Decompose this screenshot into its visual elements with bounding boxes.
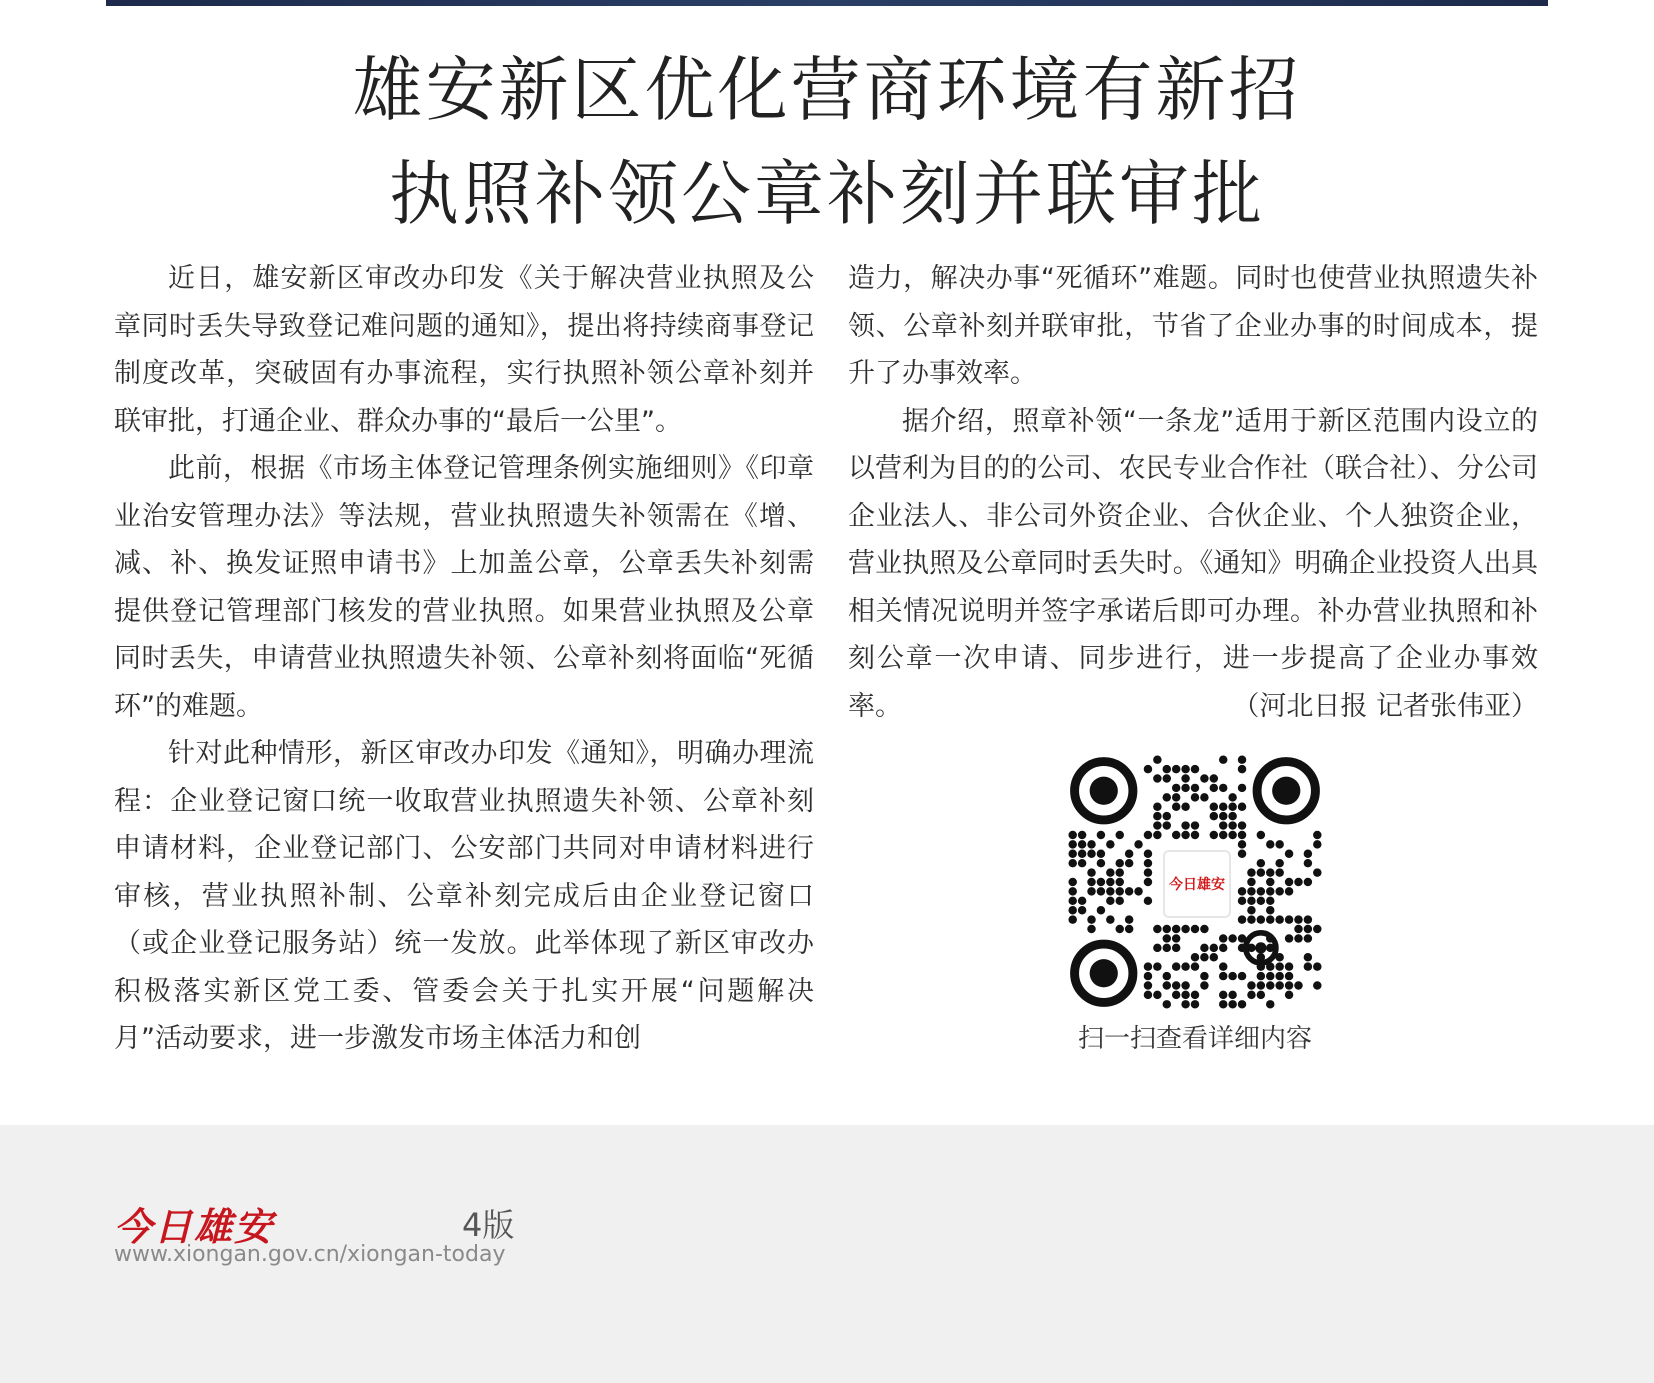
- headline-line-1: 雄安新区优化营商环境有新招: [352, 49, 1302, 131]
- paragraph-3: 针对此种情形，新区审改办印发《通知》，明确办理流程：企业登记窗口统一收取营业执照遗失补领、公章补刻申请材料，企业登记部门、公安部门共同对申请材料进行审核，营业执照补制、公章补刻完成后由企业登记窗口（或企业登记服务站）统一发放。此举体现了新区审改办积极落实新区党工委、管委会关于扎实开展“问题解决月”活动要求，进一步激发市场主体活力和创: [114, 738, 814, 1054]
- paragraph-3-continued: 造力，解决办事“死循环”难题。同时也使营业执照遗失补领、公章补刻并联审批，节省了企业办事的时间成本，提升了办事效率。: [848, 263, 1538, 389]
- footer-url-link[interactable]: www.xiongan.gov.cn/xiongan-today: [114, 1242, 506, 1267]
- paragraph-4-text: 据介绍，照章补领“一条龙”适用于新区范围内设立的以营利为目的的公司、农民专业合作社（联合社）、分公司企业法人、非公司外资企业、合伙企业、个人独资企业，营业执照及公章同时丢失时。《通知》明确企业投资人出具相关情况说明并签字承诺后即可办理。补办营业执照和补刻公章一次申请、同步进行，进一步提高了企业办事效率。: [848, 405, 1538, 722]
- qr-logo: 今日雄安: [1163, 850, 1231, 918]
- byline: （河北日报 记者张伟亚）: [1232, 690, 1538, 722]
- footer-brand-logo: 今日雄安: [114, 1204, 275, 1249]
- article-column-right: [848, 255, 1538, 730]
- top-accent-bar: [106, 0, 1548, 6]
- qr-caption: 扫一扫查看详细内容: [1077, 1024, 1312, 1054]
- article-column-left: [114, 255, 814, 1063]
- page-number: 4版: [462, 1206, 515, 1244]
- headline-line-2: 执照补领公章补刻并联审批: [389, 153, 1265, 235]
- headline: [0, 38, 1654, 246]
- paragraph-2: 此前，根据《市场主体登记管理条例实施细则》《印章业治安管理办法》等法规，营业执照遗失补领需在《增、减、补、换发证照申请书》上加盖公章，公章丢失补刻需提供登记管理部门核发的营业执照。如果营业执照及公章同时丢失，申请营业执照遗失补领、公章补刻将面临“死循环”的难题。: [114, 453, 814, 722]
- paragraph-1: 近日，雄安新区审改办印发《关于解决营业执照及公章同时丢失导致登记难问题的通知》，提出将持续商事登记制度改革，突破固有办事流程，实行执照补领公章补刻并联审批，打通企业、群众办事的“最后一公里”。: [114, 263, 814, 437]
- paragraph-4: [848, 398, 1538, 731]
- qr-code[interactable]: [1068, 755, 1322, 1009]
